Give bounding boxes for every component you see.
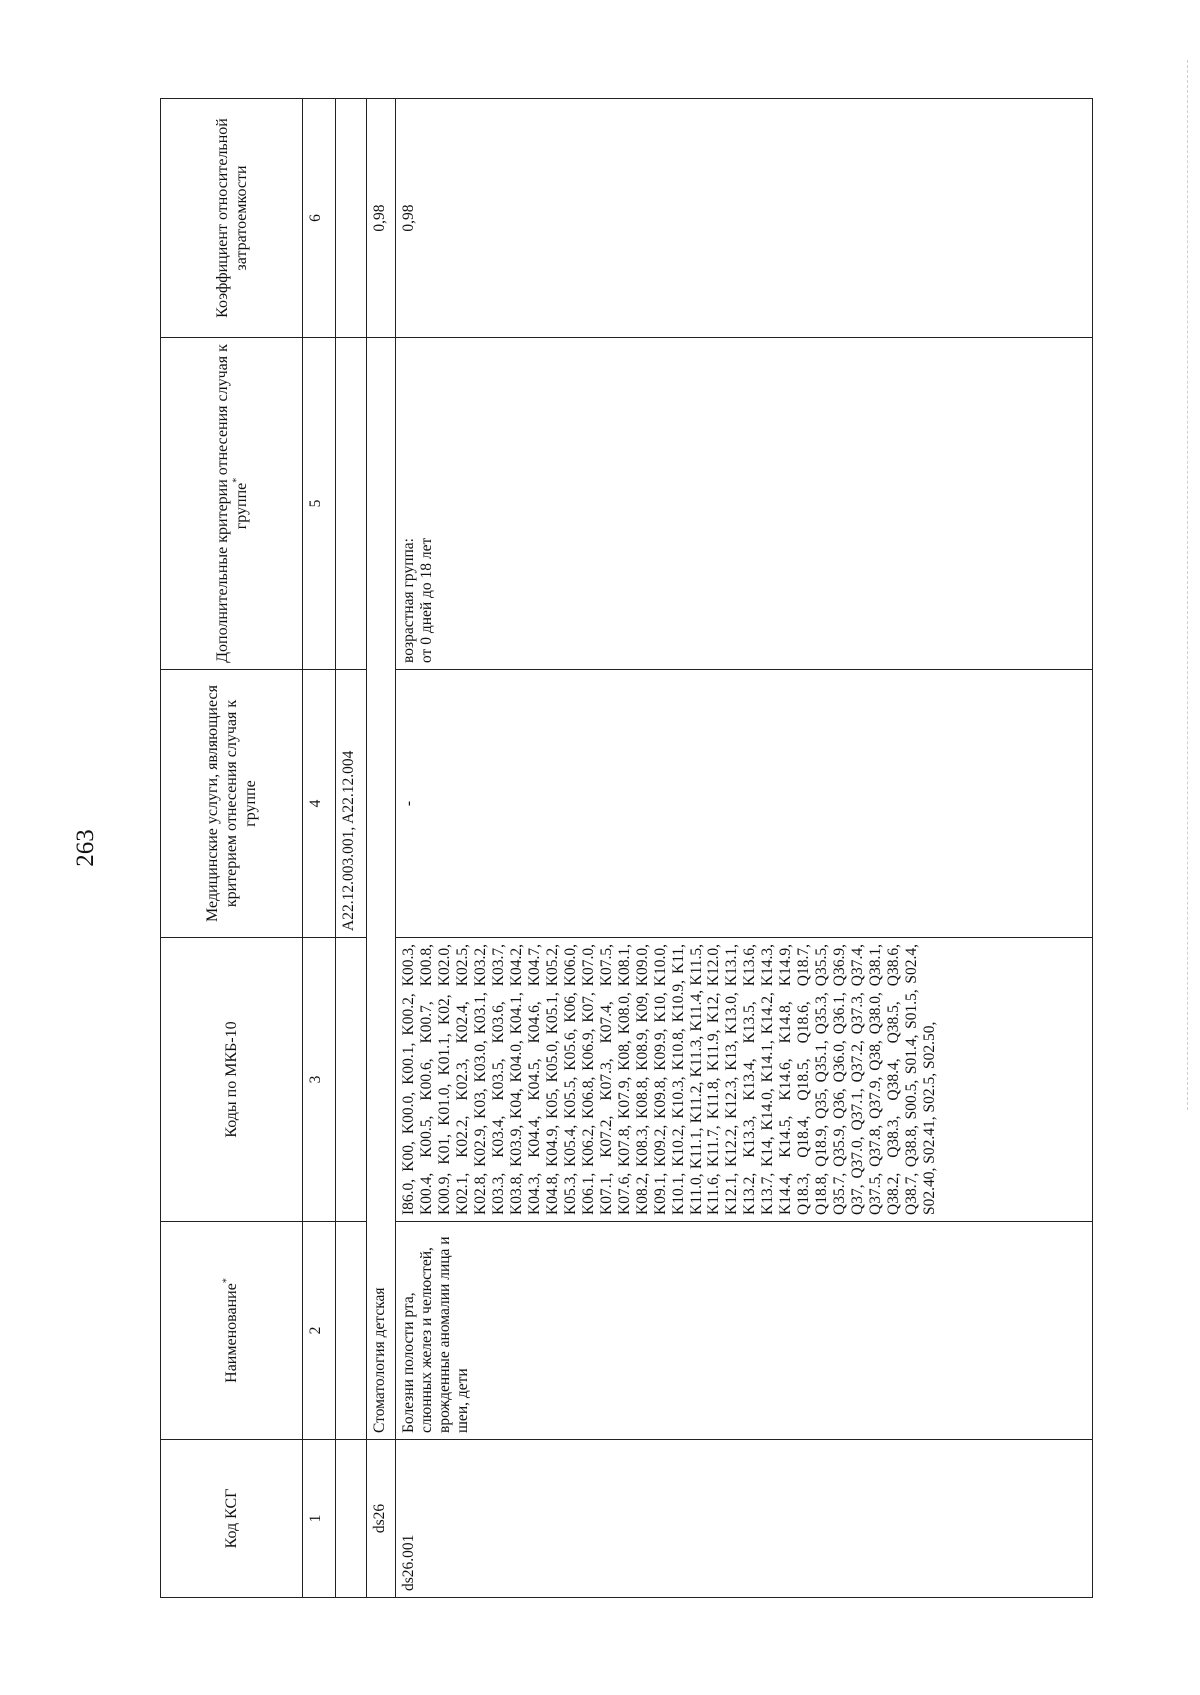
footnote-mark: * <box>221 1278 233 1284</box>
header-code: Код КСГ <box>161 1440 303 1598</box>
column-number: 6 <box>303 99 336 338</box>
mkb-codes: I86.0, K00, K00.0, K00.1, K00.2, K00.3, K00.4, K00.5, K00.6, K00.7, K00.8, K00.9, K01, K01.0, K01.1, K02, K02.0, K02.1, K02.2, K02.3, K02.4, K02.5, K02.8, K02.9, K03, K03.0, K03.1, K03.2, K03.3, K03.4, K03.5, K03.6, K03.7, K03.8, K03.9, K04, K04.0, K04.1, K04.2, K04.3, K04.4, K04.5, K04.6, K04.7, K04.8, K04.9, K05, K05.0, K05.1, K05.2, K05.3, K05.4, K05.5, K05.6, K06, K06.0, K06.1, K06.2, K06.8, K06.9, K07, K07.0, K07.1, K07.2, K07.3, K07.4, K07.5, K07.6, K07.8, K07.9, K08, K08.0, K08.1, K08.2, K08.3, K08.8, K08.9, K09, K09.0, K09.1, K09.2, K09.8, K09.9, K10, K10.0, K10.1, K10.2, K10.3, K10.8, K10.9, K11, K11.0, K11.1, K11.2, K11.3, K11.4, K11.5, K11.6, K11.7, K11.8, K11.9, K12, K12.0, K12.1, K12.2, K12.3, K13, K13.0, K13.1, K13.2, K13.3, K13.4, K13.5, K13.6, K13.7, K14, K14.0, K14.1, K14.2, K14.3, K14.4, K14.5, K14.6, K14.8, K14.9, Q18.3, Q18.4, Q18.5, Q18.6, Q18.7, Q18.8, Q18.9, Q35, Q35.1, Q35.3, Q35.5, Q35.7, Q35.9, Q36, Q36.0, Q36.1, Q36.9, Q37, Q37.0, Q37.1, Q37.2, Q37.3, Q37.4, Q37.5, Q37.8, Q37.9, Q38, Q38.0, Q38.1, Q38.2, Q38.3, Q38.4, Q38.5, Q38.6, Q38.7, Q38.8, S00.5, S01.4, S01.5, S02.4, S02.40, S02.41, S02.5, S02.50, <box>396 938 1093 1222</box>
section-name: Стоматология детская <box>367 338 396 1440</box>
rotated-sheet <box>160 99 1099 1598</box>
page-number: 263 <box>72 829 99 867</box>
column-number: 2 <box>303 1222 336 1440</box>
footnote-mark: * <box>231 477 243 483</box>
table-row <box>396 99 1093 1598</box>
criteria-cell <box>396 338 1093 670</box>
table-cell <box>336 99 367 338</box>
ksg-code: ds26.001 <box>396 1440 1093 1598</box>
column-number: 5 <box>303 338 336 670</box>
coefficient-cell: 0,98 <box>396 99 1093 338</box>
criteria-line: от 0 дней до 18 лет <box>417 537 435 663</box>
header-name: Наименование* <box>161 1222 303 1440</box>
services-cell: A22.12.003.001, A22.12.004 <box>336 670 367 938</box>
column-number: 3 <box>303 938 336 1222</box>
header-services: Медицинские услуги, являющиеся критерием отнесения случая к группе <box>161 670 303 938</box>
scan-margin-line <box>1187 60 1189 1110</box>
section-coefficient: 0,98 <box>367 99 396 338</box>
header-row <box>161 99 303 1598</box>
column-number: 1 <box>303 1440 336 1598</box>
section-row <box>367 99 396 1598</box>
column-numbers-row <box>303 99 336 1598</box>
services-cell: - <box>396 670 1093 938</box>
table-cell <box>336 338 367 670</box>
ksg-table <box>160 98 1093 1598</box>
section-code: ds26 <box>367 1440 396 1598</box>
ksg-name: Болезни полости рта, слюнных желез и челюстей, врожденные аномалии лица и шеи, дети <box>396 1222 1093 1440</box>
header-mkb: Коды по МКБ-10 <box>161 938 303 1222</box>
criteria-line: возрастная группа: <box>400 538 417 663</box>
header-coefficient: Коэффициент относительной затратоемкости <box>161 99 303 338</box>
table-cell <box>336 1222 367 1440</box>
column-number: 4 <box>303 670 336 938</box>
table-cell <box>336 1440 367 1598</box>
continuation-row <box>336 99 367 1598</box>
table-cell <box>336 938 367 1222</box>
header-criteria: Дополнительные критерии отнесения случая к группе* <box>161 338 303 670</box>
